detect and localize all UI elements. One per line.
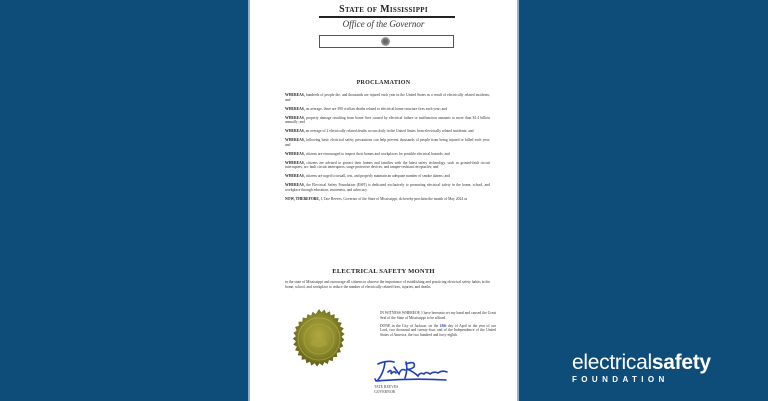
letterhead-seal-box <box>319 35 454 48</box>
state-seal-icon <box>381 37 390 46</box>
logo-word-foundation: FOUNDATION <box>572 375 669 384</box>
done-day: 18th <box>439 323 447 328</box>
clause-text: hundreds of people die, and thousands are injured each year in the United States as a result of electrically related incidents; and <box>285 93 490 102</box>
witness-text: IN WITNESS WHEREOF, I have hereunto set my hand and caused the Great Seal of the State of Mississippi to be affixed. <box>380 311 496 320</box>
clause-text: citizens are encouraged to inspect their homes and workplaces for possible electrical hazards; and <box>304 151 450 156</box>
done-pre: DONE in the City of Jackson, on the <box>380 323 440 328</box>
done-text <box>380 324 496 338</box>
closing-paragraph: in the state of Mississippi and encourage all citizens to observe the importance of establishing and practicing electrical safety habits in the home, school, and workplace to reduce the number of electrically related fires, injuries, and deaths. <box>285 280 490 289</box>
clause-lead: WHEREAS, <box>285 151 305 156</box>
signer-title: GOVERNOR <box>374 389 396 394</box>
proclamation-clauses <box>285 93 490 206</box>
state-name: State of Mississippi <box>339 4 428 15</box>
clause-lead: WHEREAS, <box>285 183 305 188</box>
clause <box>285 138 490 147</box>
done-post: day of April in the year of our Lord, two thousand and twenty-four, and of the Independence of the United States of America, the two hundred and forty-eighth. <box>380 323 496 337</box>
clause-text: the Electrical Safety Foundation (ESFI) is dedicated exclusively to promoting electrical safety in the home, school, and workplace through education, awareness, and advocacy. <box>285 183 490 192</box>
month-title: ELECTRICAL SAFETY MONTH <box>332 268 435 275</box>
clause <box>285 107 490 112</box>
office-name: Office of the Governor <box>342 19 425 29</box>
esfi-logo <box>572 352 711 384</box>
clause-text: an average of 2 electrically related deaths occurs daily in the United States from electrically related incidents; and <box>304 129 474 134</box>
letterhead <box>250 4 517 15</box>
clause-text: property damage resulting from home fires caused by electrical failure or malfunction amounts to more than $1.4 billion annually; and <box>285 115 490 125</box>
letterhead-rule <box>319 16 455 18</box>
clause-lead: WHEREAS, <box>285 93 305 97</box>
proclamation-title: PROCLAMATION <box>356 80 411 86</box>
clause-text: on average, there are 390 civilian deaths related to electrical home structure fires each year; and <box>304 106 447 111</box>
governor-signature <box>372 358 452 384</box>
clause-lead: WHEREAS, <box>285 174 305 179</box>
clause <box>285 197 490 202</box>
clause-lead: NOW, THEREFORE, <box>285 196 320 201</box>
clause <box>285 174 490 179</box>
clause-lead: WHEREAS, <box>285 138 305 143</box>
logo-word-electrical: electrical <box>572 351 652 374</box>
clause-text: citizens are urged to install, test, and properly maintain an adequate number of smoke alarms; and <box>304 174 450 179</box>
clause-text: citizens are advised to protect their homes and families with the latest safety technology, such as ground-fault circuit interrupters, arc-fault circuit interrupters, surge protective devices, and tamper-resistant receptacles; and <box>285 160 490 170</box>
logo-wordmark <box>572 352 711 374</box>
clause-lead: WHEREAS, <box>285 160 305 165</box>
logo-word-safety: safety <box>651 351 711 374</box>
clause-lead: WHEREAS, <box>285 106 305 111</box>
witness-block <box>380 311 496 341</box>
clause <box>285 152 490 157</box>
clause-lead: WHEREAS, <box>285 129 305 134</box>
clause-text: following basic electrical safety precautions can help prevent thousands of people from being injured or killed each year; and <box>285 138 490 147</box>
clause <box>285 183 490 192</box>
signer-name: TATE REEVES <box>374 385 399 389</box>
great-seal-icon <box>288 308 350 370</box>
clause <box>285 93 490 102</box>
clause-text: I, Tate Reeves, Governor of the State of Mississippi, do hereby proclaim the month of May 2024 as <box>319 196 468 201</box>
clause-lead: WHEREAS, <box>285 115 305 120</box>
clause <box>285 161 490 170</box>
clause <box>285 116 490 125</box>
clause <box>285 129 490 134</box>
signer-block <box>374 385 398 394</box>
